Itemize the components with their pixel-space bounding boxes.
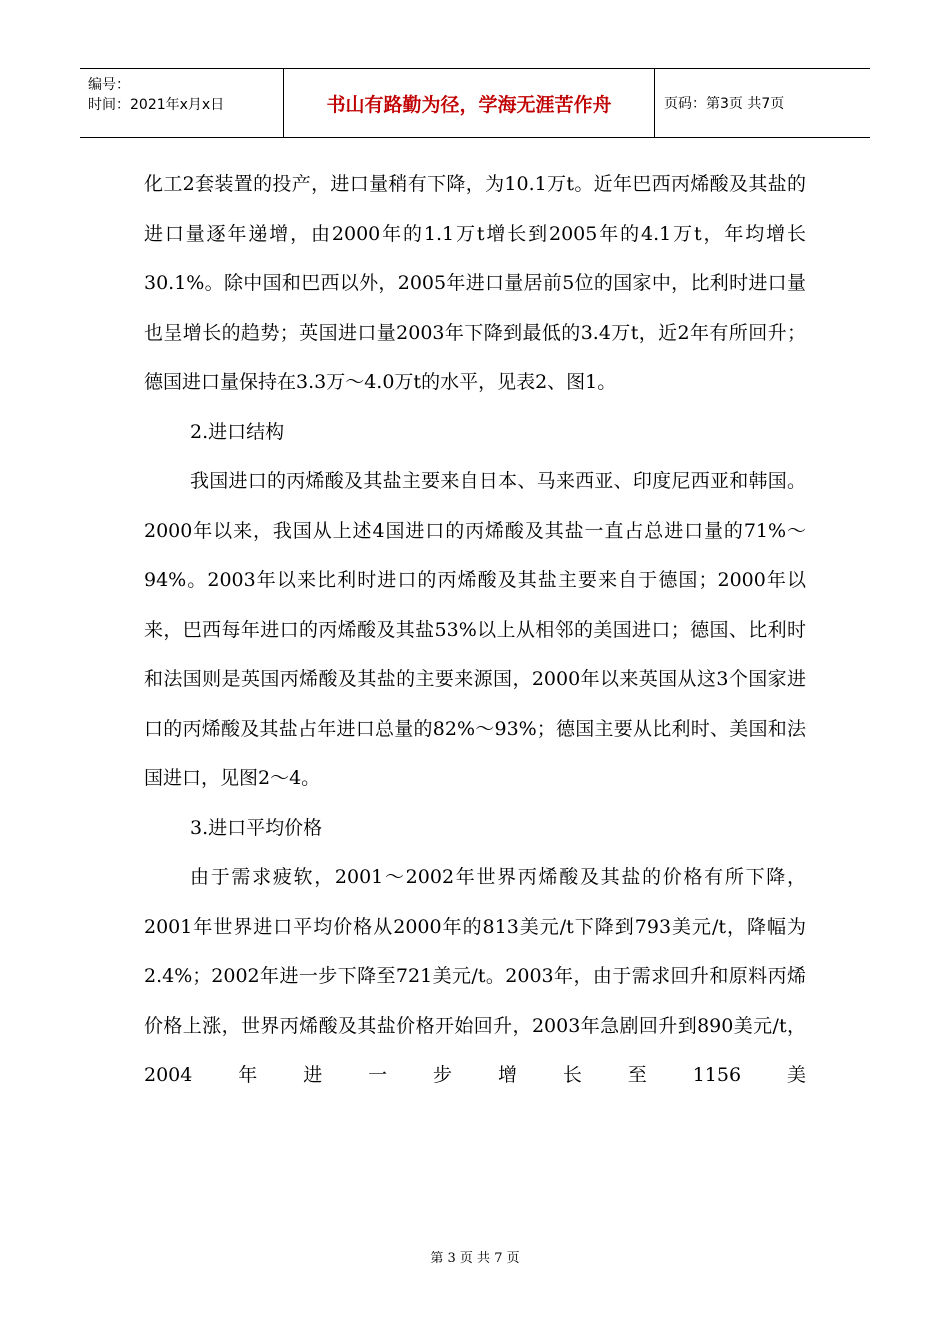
section-heading: 2.进口结构 (190, 420, 285, 443)
header-meta (88, 75, 284, 115)
body-paragraph: 化工2套装置的投产，进口量稍有下降，为10.1万t。近年巴西丙烯酸及其盐的进口量逐年递增，由2000年的1.1万t增长到2005年的4.1万t，年均增长30.1%。除中国和巴西以外，2005年进口量居前5位的国家中，比利时进口量也呈增长的趋势；英国进口量2003年下降到最低的3.4万t，近2年有所回升；德国进口量保持在3.3万～4.0万t的水平，见表2、图1。 (144, 173, 806, 393)
page-header (80, 68, 870, 138)
section-heading: 3.进口平均价格 (190, 816, 323, 839)
document-number-label: 编号： (88, 77, 130, 93)
document-time-label: 时间：2021年x月x日 (88, 97, 225, 113)
header-motto: 书山有路勤为径，学海无涯苦作舟 (283, 69, 655, 137)
header-page-info: 页码：第3页 共7页 (664, 96, 785, 112)
document-body (144, 160, 806, 1101)
body-paragraph: 由于需求疲软，2001～2002年世界丙烯酸及其盐的价格有所下降，2001年世界进口平均价格从2000年的813美元/t下降到793美元/t，降幅为2.4%；2002年进一步下降至721美元/t。2003年，由于需求回升和原料丙烯价格上涨，世界丙烯酸及其盐价格开始回升，2003年急剧回升到890美元/t，2004年进一步增长至1156美 (144, 866, 806, 1086)
body-paragraph: 我国进口的丙烯酸及其盐主要来自日本、马来西亚、印度尼西亚和韩国。2000年以来，我国从上述4国进口的丙烯酸及其盐一直占总进口量的71%～94%。2003年以来比利时进口的丙烯酸及其盐主要来自于德国；2000年以来，巴西每年进口的丙烯酸及其盐53%以上从相邻的美国进口；德国、比利时和法国则是英国丙烯酸及其盐的主要来源国，2000年以来英国从这3个国家进口的丙烯酸及其盐占年进口总量的82%～93%；德国主要从比利时、美国和法国进口，见图2～4。 (144, 470, 806, 789)
page-footer: 第 3 页 共 7 页 (430, 1251, 520, 1266)
